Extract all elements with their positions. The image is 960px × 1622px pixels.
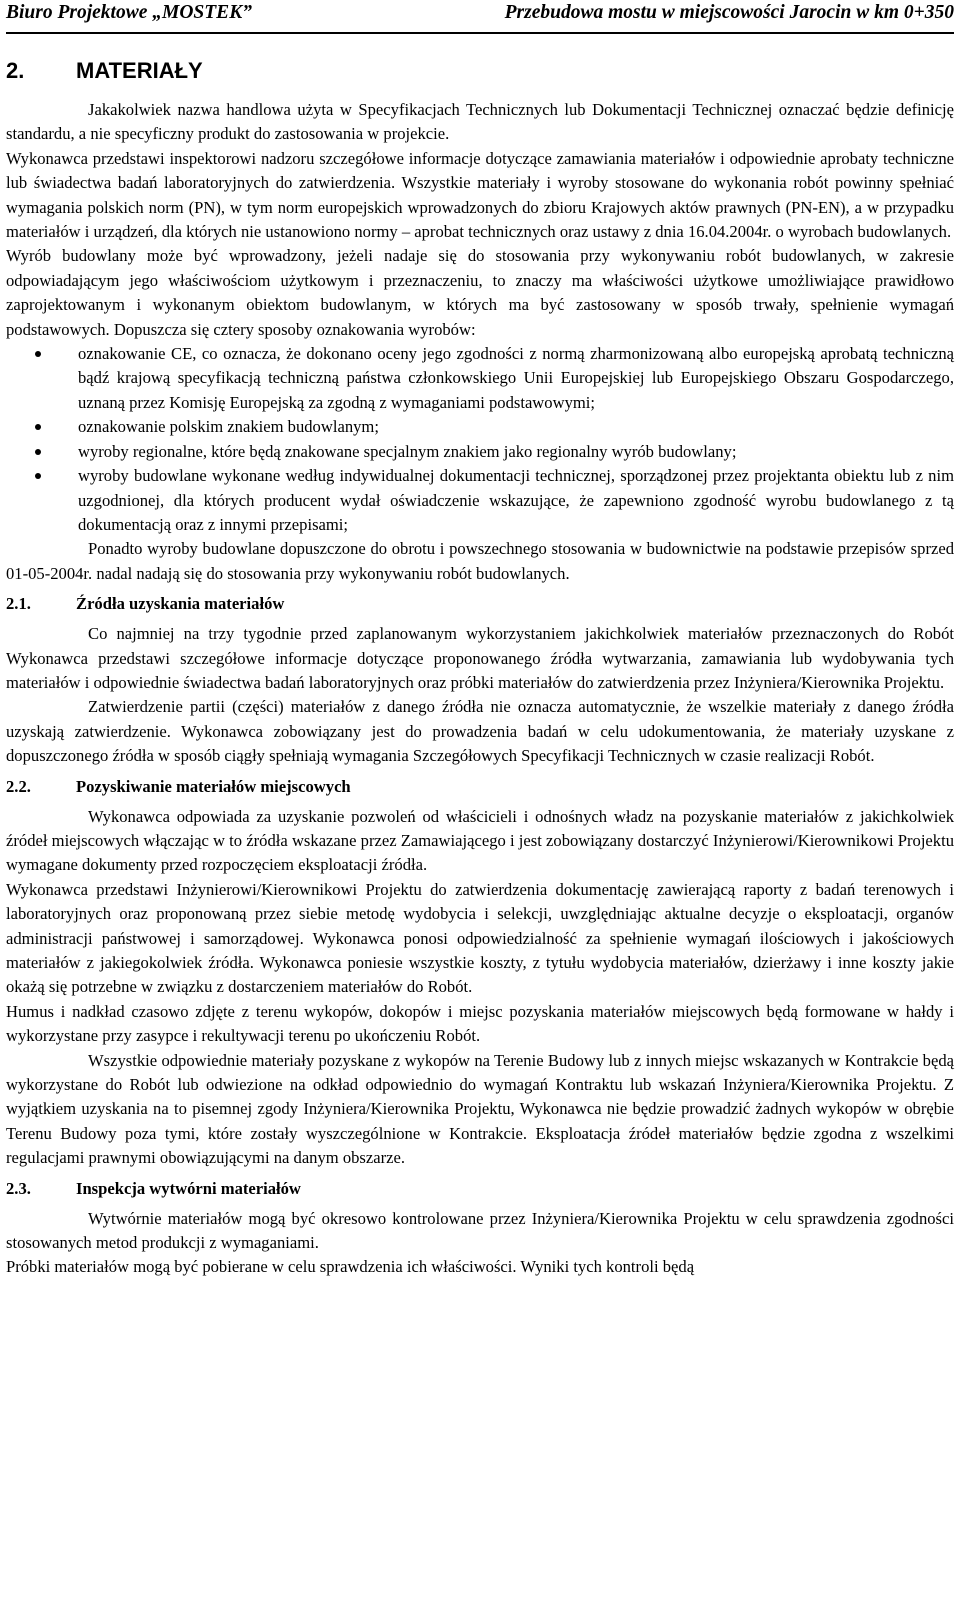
paragraph: Wytwórnie materiałów mogą być okresowo kontrolowane przez Inżyniera/Kierownika Projektu w celu sprawdzenia zgodności stosowanych metod produkcji z wymaganiami. (6, 1208, 954, 1253)
subsection-number: 2.2. (6, 776, 31, 796)
paragraph: Próbki materiałów mogą być pobierane w celu sprawdzenia ich właściwości. Wyniki tych kontroli będą (6, 1257, 695, 1277)
paragraph: Ponadto wyroby budowlane dopuszczone do obrotu i powszechnego stosowania w budownictwie na podstawie przepisów sprzed 01-05-2004r. nadal nadają się do stosowania przy wykonywaniu robót budowlanych. (6, 539, 954, 583)
subsection-title: Pozyskiwanie materiałów miejscowych (76, 776, 351, 796)
section-number: 2. (6, 58, 25, 83)
subsection-number: 2.1. (6, 594, 31, 614)
header-right-text: Przebudowa mostu w miejscowości Jarocin w km 0+350 (504, 2, 954, 23)
list-item (6, 464, 954, 537)
subsection-title: Inspekcja wytwórni materiałów (76, 1178, 301, 1198)
page-header (6, 0, 954, 34)
paragraph: Co najmniej na trzy tygodnie przed zaplanowanym wykorzystaniem jakichkolwiek materiałów przeznaczonych do Robót Wykonawca przedstawi szczegółowe informacje dotyczące proponowanego źródła wytwarzania, zamawiania lub wydobywania tych materiałów i odpowiednie świadectwa badań laboratoryjnych oraz próbki materiałów do zatwierdzenia przez Inżyniera/Kierownika Projektu. (6, 624, 954, 692)
bullet-list (6, 342, 954, 537)
list-item-text: wyroby regionalne, które będą znakowane specjalnym znakiem jako regionalny wyrób budowlany; (78, 441, 737, 461)
paragraph: Jakakolwiek nazwa handlowa użyta w Specyfikacjach Technicznych lub Dokumentacji Technicznej oznaczać będzie definicję standardu, a nie specyficzny produkt do zastosowania w projekcie. (6, 100, 954, 144)
list-item (6, 415, 954, 439)
bullet-icon (35, 424, 41, 430)
document-body (6, 58, 954, 1280)
list-item-text: oznakowanie polskim znakiem budowlanym; (78, 417, 379, 437)
list-item-text: oznakowanie CE, co oznacza, że dokonano oceny jego zgodności z normą zharmonizowaną albo europejską aprobatą techniczną bądź krajową specyfikacją techniczną państwa członkowskiego Unii Europejskiej lub Europejskiego Obszaru Gospodarczego, uznaną przez Komisję Europejską za zgodną z wymaganiami podstawowymi; (78, 344, 954, 412)
list-item (6, 440, 954, 464)
section-title: MATERIAŁY (76, 58, 203, 83)
list-item-text: wyroby budowlane wykonane według indywidualnej dokumentacji technicznej, sporządzonej przez projektanta obiektu lub z nim uzgodnionej, dla których producent wydał oświadczenie wskazujące, że zapewniono zgodność wyrobu budowlanego z tą dokumentacją oraz z innymi przepisami; (78, 466, 954, 534)
bullet-icon (35, 473, 41, 479)
subsection-heading (6, 592, 954, 616)
subsection-heading (6, 1177, 954, 1201)
paragraph: Wykonawca przedstawi inspektorowi nadzoru szczegółowe informacje dotyczące zamawiania materiałów i odpowiednie aprobaty techniczne lub świadectwa badań laboratoryjnych do zatwierdzenia. Wszystkie materiały i wyroby stosowane do wykonania robót powinny spełniać wymagania polskich norm (PN), w tym norm europejskich wprowadzonych do zbioru Krajowych aktów prawnych (PN-EN), a w przypadku materiałów i urządzeń, dla których nie ustanowiono normy – aprobat technicznych oraz ustawy z dnia 16.04.2004r. o wyrobach budowlanych. (6, 148, 954, 242)
bullet-icon (35, 449, 41, 455)
subsection-title: Źródła uzyskania materiałów (76, 594, 285, 614)
paragraph: Wszystkie odpowiednie materiały pozyskane z wykopów na Terenie Budowy lub z innych miejsc wskazanych w Kontrakcie będą wykorzystane do Robót lub odwiezione na odkład odpowiednio do wymagań Kontraktu lub wskazań Inżyniera/Kierownika Projektu. Z wyjątkiem uzyskania na to pisemnej zgody Inżyniera/Kierownika Projektu, Wykonawca nie będzie prowadzić żadnych wykopów w obrębie Terenu Budowy poza tymi, które zostały wyszczególnione w Kontrakcie. Eksploatacja źródeł materiałów będzie zgodna z wszelkimi regulacjami prawnymi obowiązującymi na danym obszarze. (6, 1050, 954, 1168)
paragraph: Humus i nadkład czasowo zdjęte z terenu wykopów, dokopów i miejsc pozyskania materiałów miejscowych będą formowane w hałdy i wykorzystane przy zasypce i rekultywacji terenu po ukończeniu Robót. (6, 1001, 954, 1046)
list-item (6, 342, 954, 415)
subsection-number: 2.3. (6, 1178, 31, 1198)
section-heading (6, 58, 954, 84)
subsection-heading (6, 775, 954, 799)
paragraph: Wykonawca odpowiada za uzyskanie pozwoleń od właścicieli i odnośnych władz na pozyskanie materiałów z jakichkolwiek źródeł miejscowych włączając w to źródła wskazane przez Zamawiającego i jest zobowiązany dostarczyć Inżynierowi/Kierownikowi Projektu wymagane dokumenty przed rozpoczęciem eksploatacji źródła. (6, 806, 954, 875)
paragraph: Wyrób budowlany może być wprowadzony, jeżeli nadaje się do stosowania przy wykonywaniu robót budowlanych, w zakresie odpowiadającym jego właściwościom użytkowym i przeznaczeniu, to znaczy ma właściwości użytkowe umożliwiające prawidłowo zaprojektowanym i wykonanym obiektom budowlanym, w których ma być zastosowany w sposób trwały, spełnienie wymagań podstawowych. Dopuszcza się cztery sposoby oznakowania wyrobów: (6, 246, 954, 339)
bullet-icon (35, 351, 41, 357)
paragraph: Zatwierdzenie partii (części) materiałów z danego źródła nie oznacza automatycznie, że wszelkie materiały z danego źródła uzyskają zatwierdzenie. Wykonawca zobowiązany jest do prowadzenia badań w celu udokumentowania, że materiały uzyskane z dopuszczonego źródła w sposób ciągły spełniają wymagania Szczegółowych Specyfikacji Technicznych w czasie realizacji Robót. (6, 697, 954, 766)
paragraph: Wykonawca przedstawi Inżynierowi/Kierownikowi Projektu do zatwierdzenia dokumentację zawierającą raporty z badań terenowych i laboratoryjnych oraz proponowaną przez siebie metodę wydobycia i selekcji, uwzględniając aktualne decyzje o eksploatacji, organów administracji państwowej i samorządowej. Wykonawca ponosi odpowiedzialność za spełnienie wymagań ilościowych i jakościowych materiałów z jakiegokolwiek źródła. Wykonawca poniesie wszystkie koszty, z tytułu wydobycia materiałów, dzierżawy i inne koszty jakie okażą się potrzebne w związku z dostarczeniem materiałów do Robót. (6, 879, 954, 997)
header-left-text: Biuro Projektowe „MOSTEK” (6, 2, 252, 23)
